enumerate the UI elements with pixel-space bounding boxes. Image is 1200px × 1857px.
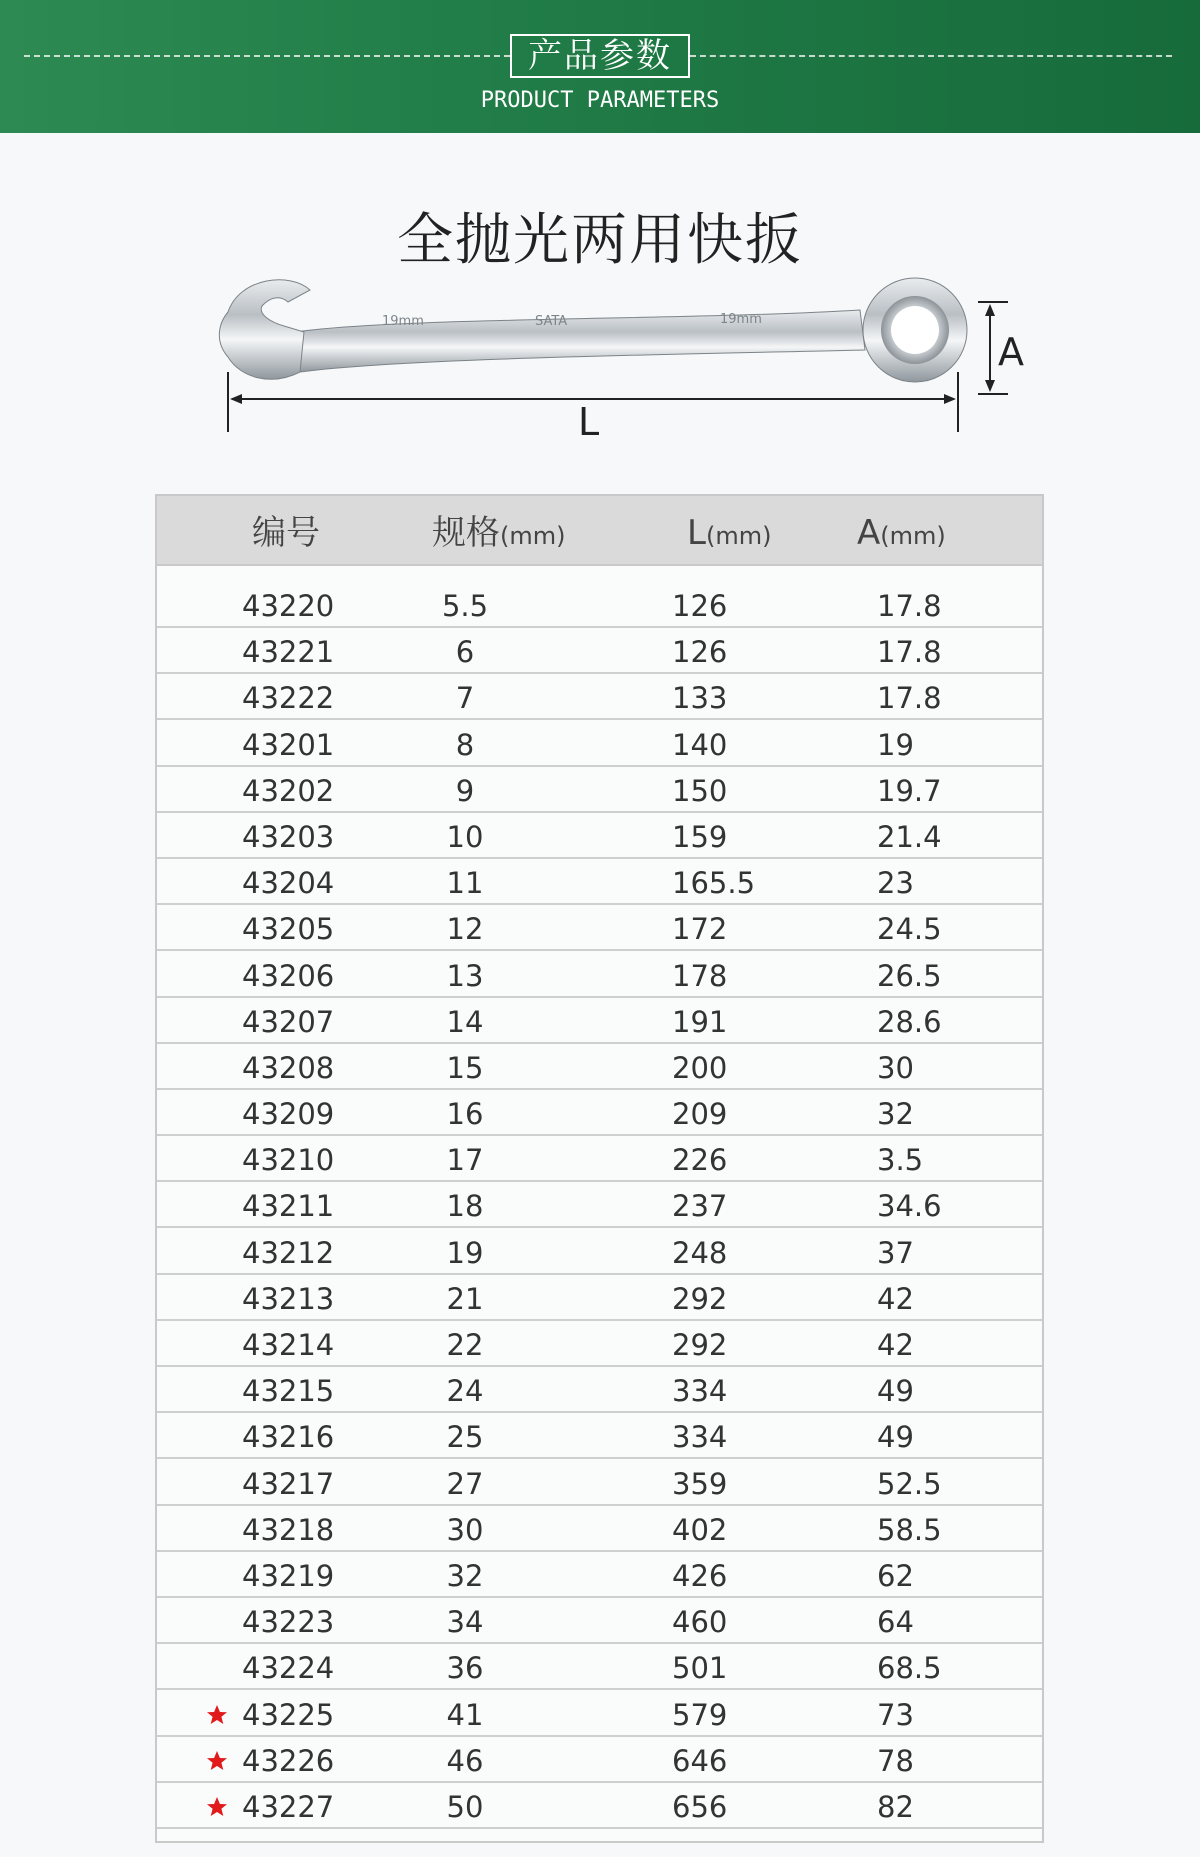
- column-header-spec: 规格(mm): [432, 513, 566, 553]
- cell-spec: 6: [455, 635, 475, 670]
- cell-spec: 10: [446, 819, 484, 854]
- star-icon: [205, 1795, 229, 1819]
- cell-length: 579: [672, 1697, 728, 1732]
- table-row: [157, 720, 1042, 766]
- cell-height: 3.5: [877, 1143, 924, 1178]
- cell-code: 43215: [242, 1374, 335, 1409]
- cell-code: 43212: [242, 1235, 335, 1270]
- table-row: [157, 1644, 1042, 1690]
- table-row: [157, 1367, 1042, 1413]
- cell-spec: 17: [446, 1143, 484, 1178]
- cell-length: 200: [672, 1050, 728, 1085]
- cell-height: 52.5: [877, 1466, 942, 1501]
- cell-code: 43201: [242, 727, 335, 762]
- cell-height: 68.5: [877, 1651, 942, 1686]
- cell-spec: 7: [455, 681, 475, 716]
- table-row: [157, 951, 1042, 997]
- wrench-diagram: [200, 262, 1040, 452]
- cell-code: 43222: [242, 681, 335, 716]
- table-row: [157, 568, 1042, 628]
- table-row: [157, 813, 1042, 859]
- cell-spec: 32: [446, 1558, 484, 1593]
- cell-length: 191: [672, 1004, 728, 1039]
- cell-spec: 21: [446, 1281, 484, 1316]
- cell-height: 37: [877, 1235, 914, 1270]
- cell-length: 334: [672, 1374, 728, 1409]
- column-header-code: 编号: [252, 513, 320, 553]
- cell-height: 19: [877, 727, 914, 762]
- cell-length: 165.5: [672, 866, 756, 901]
- cell-length: 126: [672, 635, 728, 670]
- table-row: [157, 1090, 1042, 1136]
- cell-height: 78: [877, 1743, 914, 1778]
- star-icon: [205, 1703, 229, 1727]
- cell-length: 150: [672, 773, 728, 808]
- cell-spec: 46: [446, 1743, 484, 1778]
- cell-length: 292: [672, 1328, 728, 1362]
- cell-spec: 36: [446, 1651, 484, 1686]
- cell-code: 43220: [242, 589, 335, 623]
- cell-height: 42: [877, 1328, 914, 1362]
- cell-height: 23: [877, 866, 914, 901]
- table-row: [157, 1044, 1042, 1090]
- cell-length: 140: [672, 727, 728, 762]
- table-row: [157, 1783, 1042, 1829]
- header-banner: [0, 0, 1200, 133]
- cell-height: 58.5: [877, 1512, 942, 1547]
- cell-code: 43216: [242, 1420, 335, 1455]
- wrench-marking-ring-end: 19mm: [720, 312, 762, 327]
- cell-spec: 13: [446, 958, 484, 993]
- cell-height: 82: [877, 1789, 914, 1824]
- table-row: [157, 767, 1042, 813]
- parameters-table: [155, 494, 1044, 1843]
- cell-code: 43221: [242, 635, 335, 670]
- table-row: [157, 1275, 1042, 1321]
- cell-length: 656: [672, 1789, 728, 1824]
- dimension-label-a: A: [998, 330, 1024, 374]
- table-row: [157, 1598, 1042, 1644]
- cell-spec: 18: [446, 1189, 484, 1224]
- wrench-marking-brand: SATA: [535, 314, 568, 329]
- cell-code: 43224: [242, 1651, 335, 1686]
- table-row: [157, 1459, 1042, 1505]
- cell-spec: 50: [446, 1789, 484, 1824]
- cell-spec: 9: [455, 773, 475, 808]
- cell-height: 17.8: [877, 589, 942, 623]
- cell-code: 43203: [242, 819, 335, 854]
- cell-length: 209: [672, 1097, 728, 1132]
- cell-height: 17.8: [877, 635, 942, 670]
- section-subtitle: PRODUCT PARAMETERS: [480, 88, 720, 113]
- cell-code: 43226: [242, 1743, 335, 1778]
- table-row: [157, 1737, 1042, 1783]
- wrench-marking-open-end: 19mm: [382, 314, 424, 329]
- cell-spec: 11: [446, 866, 484, 901]
- cell-length: 178: [672, 958, 728, 993]
- cell-height: 24.5: [877, 912, 942, 947]
- table-row: [157, 1182, 1042, 1228]
- cell-length: 334: [672, 1420, 728, 1455]
- cell-height: 49: [877, 1374, 914, 1409]
- table-row: [157, 1506, 1042, 1552]
- cell-code: 43202: [242, 773, 335, 808]
- cell-code: 43206: [242, 958, 335, 993]
- cell-code: 43208: [242, 1050, 335, 1085]
- table-row: [157, 1552, 1042, 1598]
- table-row: [157, 1690, 1042, 1736]
- cell-code: 43209: [242, 1097, 335, 1132]
- table-header: [157, 496, 1042, 566]
- table-row: [157, 998, 1042, 1044]
- cell-height: 73: [877, 1697, 914, 1732]
- table-row: [157, 1413, 1042, 1459]
- cell-code: 43213: [242, 1281, 335, 1316]
- cell-length: 159: [672, 819, 728, 854]
- cell-length: 646: [672, 1743, 728, 1778]
- cell-code: 43204: [242, 866, 335, 901]
- cell-spec: 12: [446, 912, 484, 947]
- cell-height: 26.5: [877, 958, 942, 993]
- cell-code: 43227: [242, 1789, 335, 1824]
- cell-length: 237: [672, 1189, 728, 1224]
- cell-height: 64: [877, 1605, 914, 1640]
- table-row: [157, 859, 1042, 905]
- cell-spec: 22: [446, 1328, 484, 1362]
- cell-height: 32: [877, 1097, 914, 1132]
- cell-height: 30: [877, 1050, 914, 1085]
- cell-spec: 14: [446, 1004, 484, 1039]
- column-header-length: L(mm): [687, 513, 772, 553]
- cell-height: 21.4: [877, 819, 942, 854]
- cell-height: 49: [877, 1420, 914, 1455]
- cell-code: 43214: [242, 1328, 335, 1362]
- cell-code: 43218: [242, 1512, 335, 1547]
- cell-spec: 41: [446, 1697, 484, 1732]
- table-row: [157, 1228, 1042, 1274]
- product-name: 全抛光两用快扳: [397, 208, 803, 273]
- cell-code: 43223: [242, 1605, 335, 1640]
- cell-spec: 30: [446, 1512, 484, 1547]
- decorative-dashed-line-left: [24, 55, 510, 57]
- wrench-illustration: [200, 262, 1040, 452]
- cell-code: 43205: [242, 912, 335, 947]
- section-title: 产品参数: [510, 34, 690, 78]
- cell-height: 17.8: [877, 681, 942, 716]
- table-row: [157, 905, 1042, 951]
- table-row: [157, 674, 1042, 720]
- cell-height: 34.6: [877, 1189, 942, 1224]
- cell-code: 43210: [242, 1143, 335, 1178]
- cell-length: 248: [672, 1235, 728, 1270]
- cell-length: 426: [672, 1558, 728, 1593]
- column-header-height: A(mm): [857, 513, 946, 553]
- cell-spec: 8: [455, 727, 475, 762]
- cell-spec: 19: [446, 1235, 484, 1270]
- cell-code: 43211: [242, 1189, 335, 1224]
- cell-spec: 16: [446, 1097, 484, 1132]
- cell-height: 62: [877, 1558, 914, 1593]
- cell-length: 226: [672, 1143, 728, 1178]
- cell-code: 43225: [242, 1697, 335, 1732]
- cell-spec: 25: [446, 1420, 484, 1455]
- cell-length: 359: [672, 1466, 728, 1501]
- cell-length: 126: [672, 589, 728, 623]
- cell-spec: 5.5: [441, 589, 489, 623]
- cell-code: 43217: [242, 1466, 335, 1501]
- dimension-label-l: L: [578, 400, 600, 444]
- cell-spec: 15: [446, 1050, 484, 1085]
- cell-spec: 34: [446, 1605, 484, 1640]
- cell-length: 172: [672, 912, 728, 947]
- cell-length: 133: [672, 681, 728, 716]
- decorative-dashed-line-right: [690, 55, 1172, 57]
- cell-height: 42: [877, 1281, 914, 1316]
- cell-length: 501: [672, 1651, 728, 1686]
- cell-code: 43219: [242, 1558, 335, 1593]
- cell-spec: 27: [446, 1466, 484, 1501]
- table-body: [157, 568, 1042, 1829]
- cell-length: 402: [672, 1512, 728, 1547]
- cell-code: 43207: [242, 1004, 335, 1039]
- cell-length: 460: [672, 1605, 728, 1640]
- cell-length: 292: [672, 1281, 728, 1316]
- star-icon: [205, 1749, 229, 1773]
- cell-height: 19.7: [877, 773, 942, 808]
- table-row: [157, 1321, 1042, 1367]
- cell-spec: 24: [446, 1374, 484, 1409]
- table-row: [157, 1136, 1042, 1182]
- cell-height: 28.6: [877, 1004, 942, 1039]
- table-row: [157, 628, 1042, 674]
